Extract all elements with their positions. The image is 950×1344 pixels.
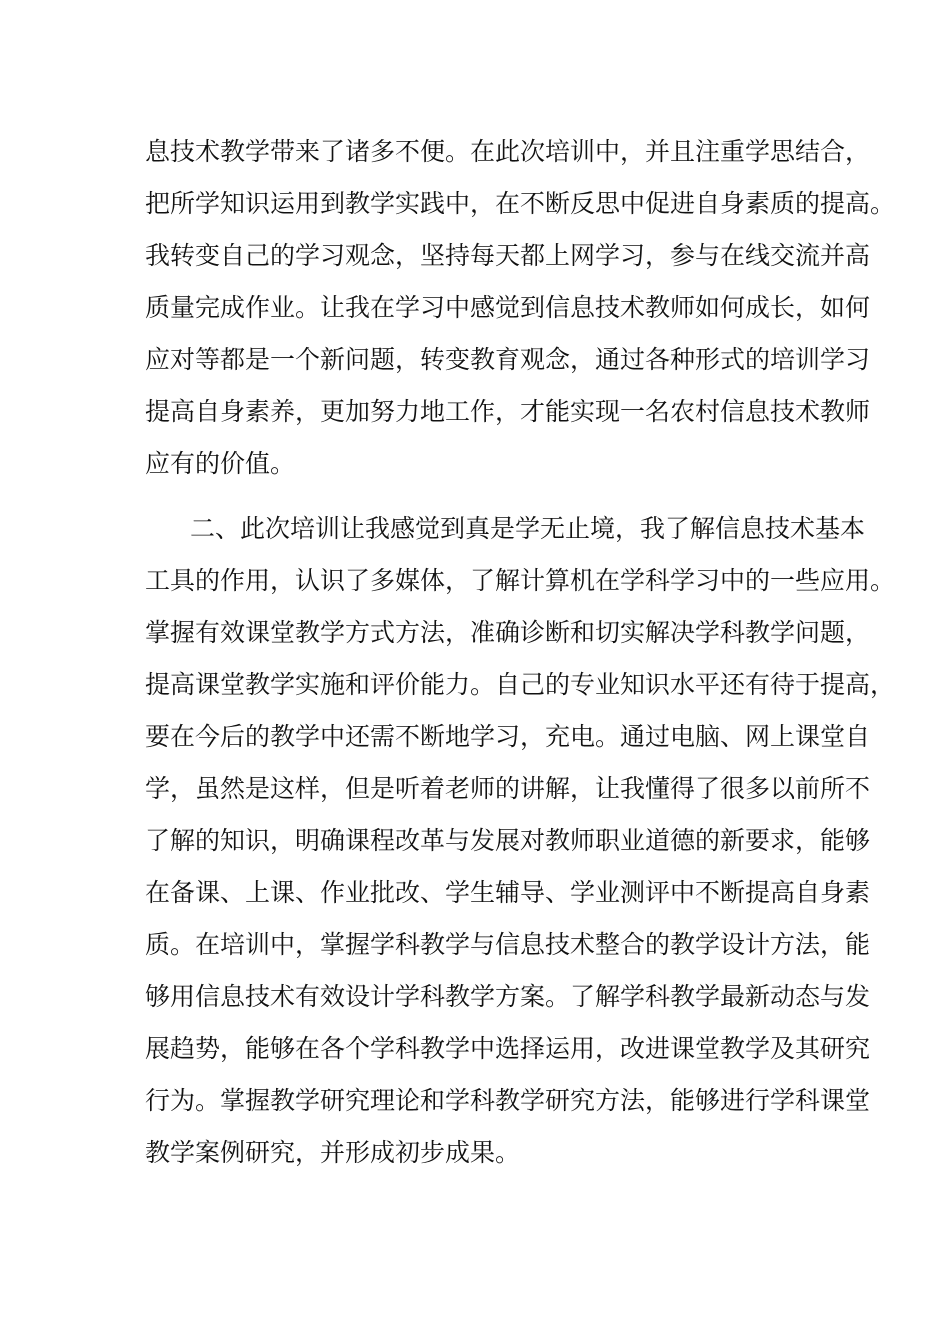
paragraph-1-line: 应对等都是一个新问题，转变教育观念，通过各种形式的培训学习 — [145, 345, 871, 374]
paragraph-2-line: 够用信息技术有效设计学科教学方案。了解学科教学最新动态与发 — [145, 982, 871, 1011]
paragraph-2-line: 工具的作用，认识了多媒体，了解计算机在学科学习中的一些应用。 — [145, 566, 896, 595]
paragraph-1-line: 质量完成作业。让我在学习中感觉到信息技术教师如何成长，如何 — [145, 293, 871, 322]
paragraph-1-line: 我转变自己的学习观念，坚持每天都上网学习，参与在线交流并高 — [145, 241, 871, 270]
paragraph-2-line: 提高课堂教学实施和评价能力。自己的专业知识水平还有待于提高， — [145, 670, 896, 699]
paragraph-2-line: 行为。掌握教学研究理论和学科教学研究方法，能够进行学科课堂 — [145, 1086, 871, 1115]
paragraph-2-line: 教学案例研究，并形成初步成果。 — [145, 1138, 521, 1167]
paragraph-2-line: 二、此次培训让我感觉到真是学无止境，我了解信息技术基本 — [190, 514, 866, 543]
paragraph-1-line: 提高自身素养，更加努力地工作，才能实现一名农村信息技术教师 — [145, 397, 871, 426]
paragraph-2-line: 了解的知识，明确课程改革与发展对教师职业道德的新要求，能够 — [145, 826, 871, 855]
paragraph-1-line: 应有的价值。 — [145, 449, 296, 478]
paragraph-1-line: 息技术教学带来了诸多不便。在此次培训中，并且注重学思结合， — [145, 137, 871, 166]
paragraph-2-line: 学，虽然是这样，但是听着老师的讲解，让我懂得了很多以前所不 — [145, 774, 871, 803]
paragraph-2-line: 掌握有效课堂教学方式方法，准确诊断和切实解决学科教学问题， — [145, 618, 871, 647]
paragraph-2-line: 在备课、上课、作业批改、学生辅导、学业测评中不断提高自身素 — [145, 878, 871, 907]
paragraph-2-line: 要在今后的教学中还需不断地学习，充电。通过电脑、网上课堂自 — [145, 722, 871, 751]
paragraph-2-line: 质。在培训中，掌握学科教学与信息技术整合的教学设计方法，能 — [145, 930, 871, 959]
paragraph-2-line: 展趋势，能够在各个学科教学中选择运用，改进课堂教学及其研究 — [145, 1034, 871, 1063]
paragraph-1-line: 把所学知识运用到教学实践中，在不断反思中促进自身素质的提高。 — [145, 189, 896, 218]
